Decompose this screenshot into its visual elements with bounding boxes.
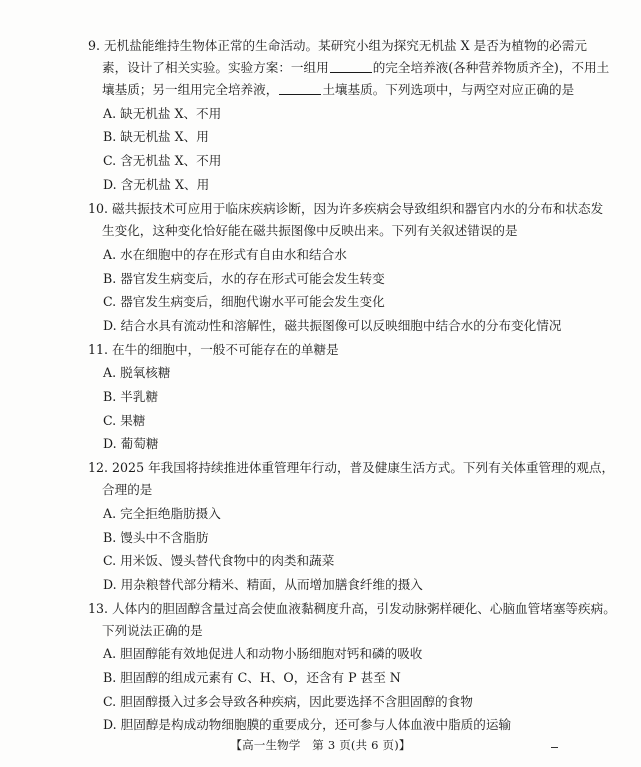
question-12-option-a: A. 完全拒绝脂肪摄入 (103, 506, 221, 521)
question-9-stem-line1: 9. 无机盐能维持生物体正常的生命活动。某研究小组为探究无机盐 X 是否为植物的必需元 (88, 38, 587, 53)
question-10-option-c: C. 器官发生病变后，细胞代谢水平可能会发生变化 (103, 294, 385, 309)
question-10-option-d: D. 结合水具有流动性和溶解性，磁共振图像可以反映细胞中结合水的分布变化情况 (103, 318, 562, 333)
question-11-option-a: A. 脱氧核糖 (103, 365, 171, 380)
answer-blank-2 (279, 82, 321, 95)
question-10-option-b: B. 器官发生病变后，水的存在形式可能会发生转变 (103, 271, 385, 286)
question-9-option-c: C. 含无机盐 X、不用 (103, 153, 222, 168)
question-13-option-b: B. 胆固醇的组成元素有 C、H、O，还含有 P 甚至 N (103, 670, 401, 685)
question-10-stem-line1: 10. 磁共振技术可应用于临床疾病诊断，因为许多疾病会导致组织和器官内水的分布和状态发 (88, 201, 604, 216)
question-11 (88, 339, 608, 361)
question-9-stem-line2: 素，设计了相关实验。实验方案：一组用 的完全培养液(各种营养物质齐全)，不用土 (102, 60, 610, 75)
question-13-option-d: D. 胆固醇是构成动物细胞膜的重要成分，还可参与人体血液中脂质的运输 (103, 717, 512, 732)
question-10-option-a: A. 水在细胞中的存在形式有自由水和结合水 (103, 247, 347, 262)
page-footer: 【高一生物学 第 3 页(共 6 页)】 (230, 738, 411, 752)
question-9 (88, 35, 608, 101)
question-11-option-d: D. 葡萄糖 (103, 436, 159, 451)
question-9-option-a: A. 缺无机盐 X、不用 (103, 106, 222, 121)
question-9-option-b: B. 缺无机盐 X、用 (103, 129, 209, 144)
question-10-stem-line2: 生变化，这种变化恰好能在磁共振图像中反映出来。下列有关叙述错误的是 (102, 223, 518, 238)
question-10 (88, 198, 608, 242)
question-11-stem: 11. 在牛的细胞中，一般不可能存在的单糖是 (88, 342, 339, 357)
answer-blank-1 (330, 60, 372, 73)
question-12 (88, 457, 615, 501)
question-13-option-a: A. 胆固醇能有效地促进人和动物小肠细胞对钙和磷的吸收 (103, 646, 423, 661)
question-13-stem-line1: 13. 人体内的胆固醇含量过高会使血液黏稠度升高，引发动脉粥样硬化、心脑血管堵塞等疾病。 (88, 601, 616, 616)
corner-mark (551, 747, 558, 748)
question-12-stem-line1: 12. 2025 年我国将持续推进体重管理年行动，普及健康生活方式。下列有关体重管理的观点， (88, 460, 615, 475)
question-12-option-d: D. 用杂粮替代部分精米、精面，从而增加膳食纤维的摄入 (103, 577, 423, 592)
question-9-stem-line3: 壤基质；另一组用完全培养液， 土壤基质。下列选项中，与两空对应正确的是 (102, 82, 575, 97)
question-12-option-c: C. 用米饭、馒头替代食物中的肉类和蔬菜 (103, 553, 335, 568)
question-9-option-d: D. 含无机盐 X、用 (103, 177, 210, 192)
question-12-stem-line2: 合理的是 (102, 482, 153, 497)
question-12-option-b: B. 馒头中不含脂肪 (103, 530, 209, 545)
question-11-option-b: B. 半乳糖 (103, 389, 159, 404)
question-13 (88, 598, 616, 642)
question-13-stem-line2: 下列说法正确的是 (102, 623, 203, 638)
question-13-option-c: C. 胆固醇摄入过多会导致各种疾病，因此要选择不含胆固醇的食物 (103, 694, 473, 709)
question-11-option-c: C. 果糖 (103, 413, 146, 428)
